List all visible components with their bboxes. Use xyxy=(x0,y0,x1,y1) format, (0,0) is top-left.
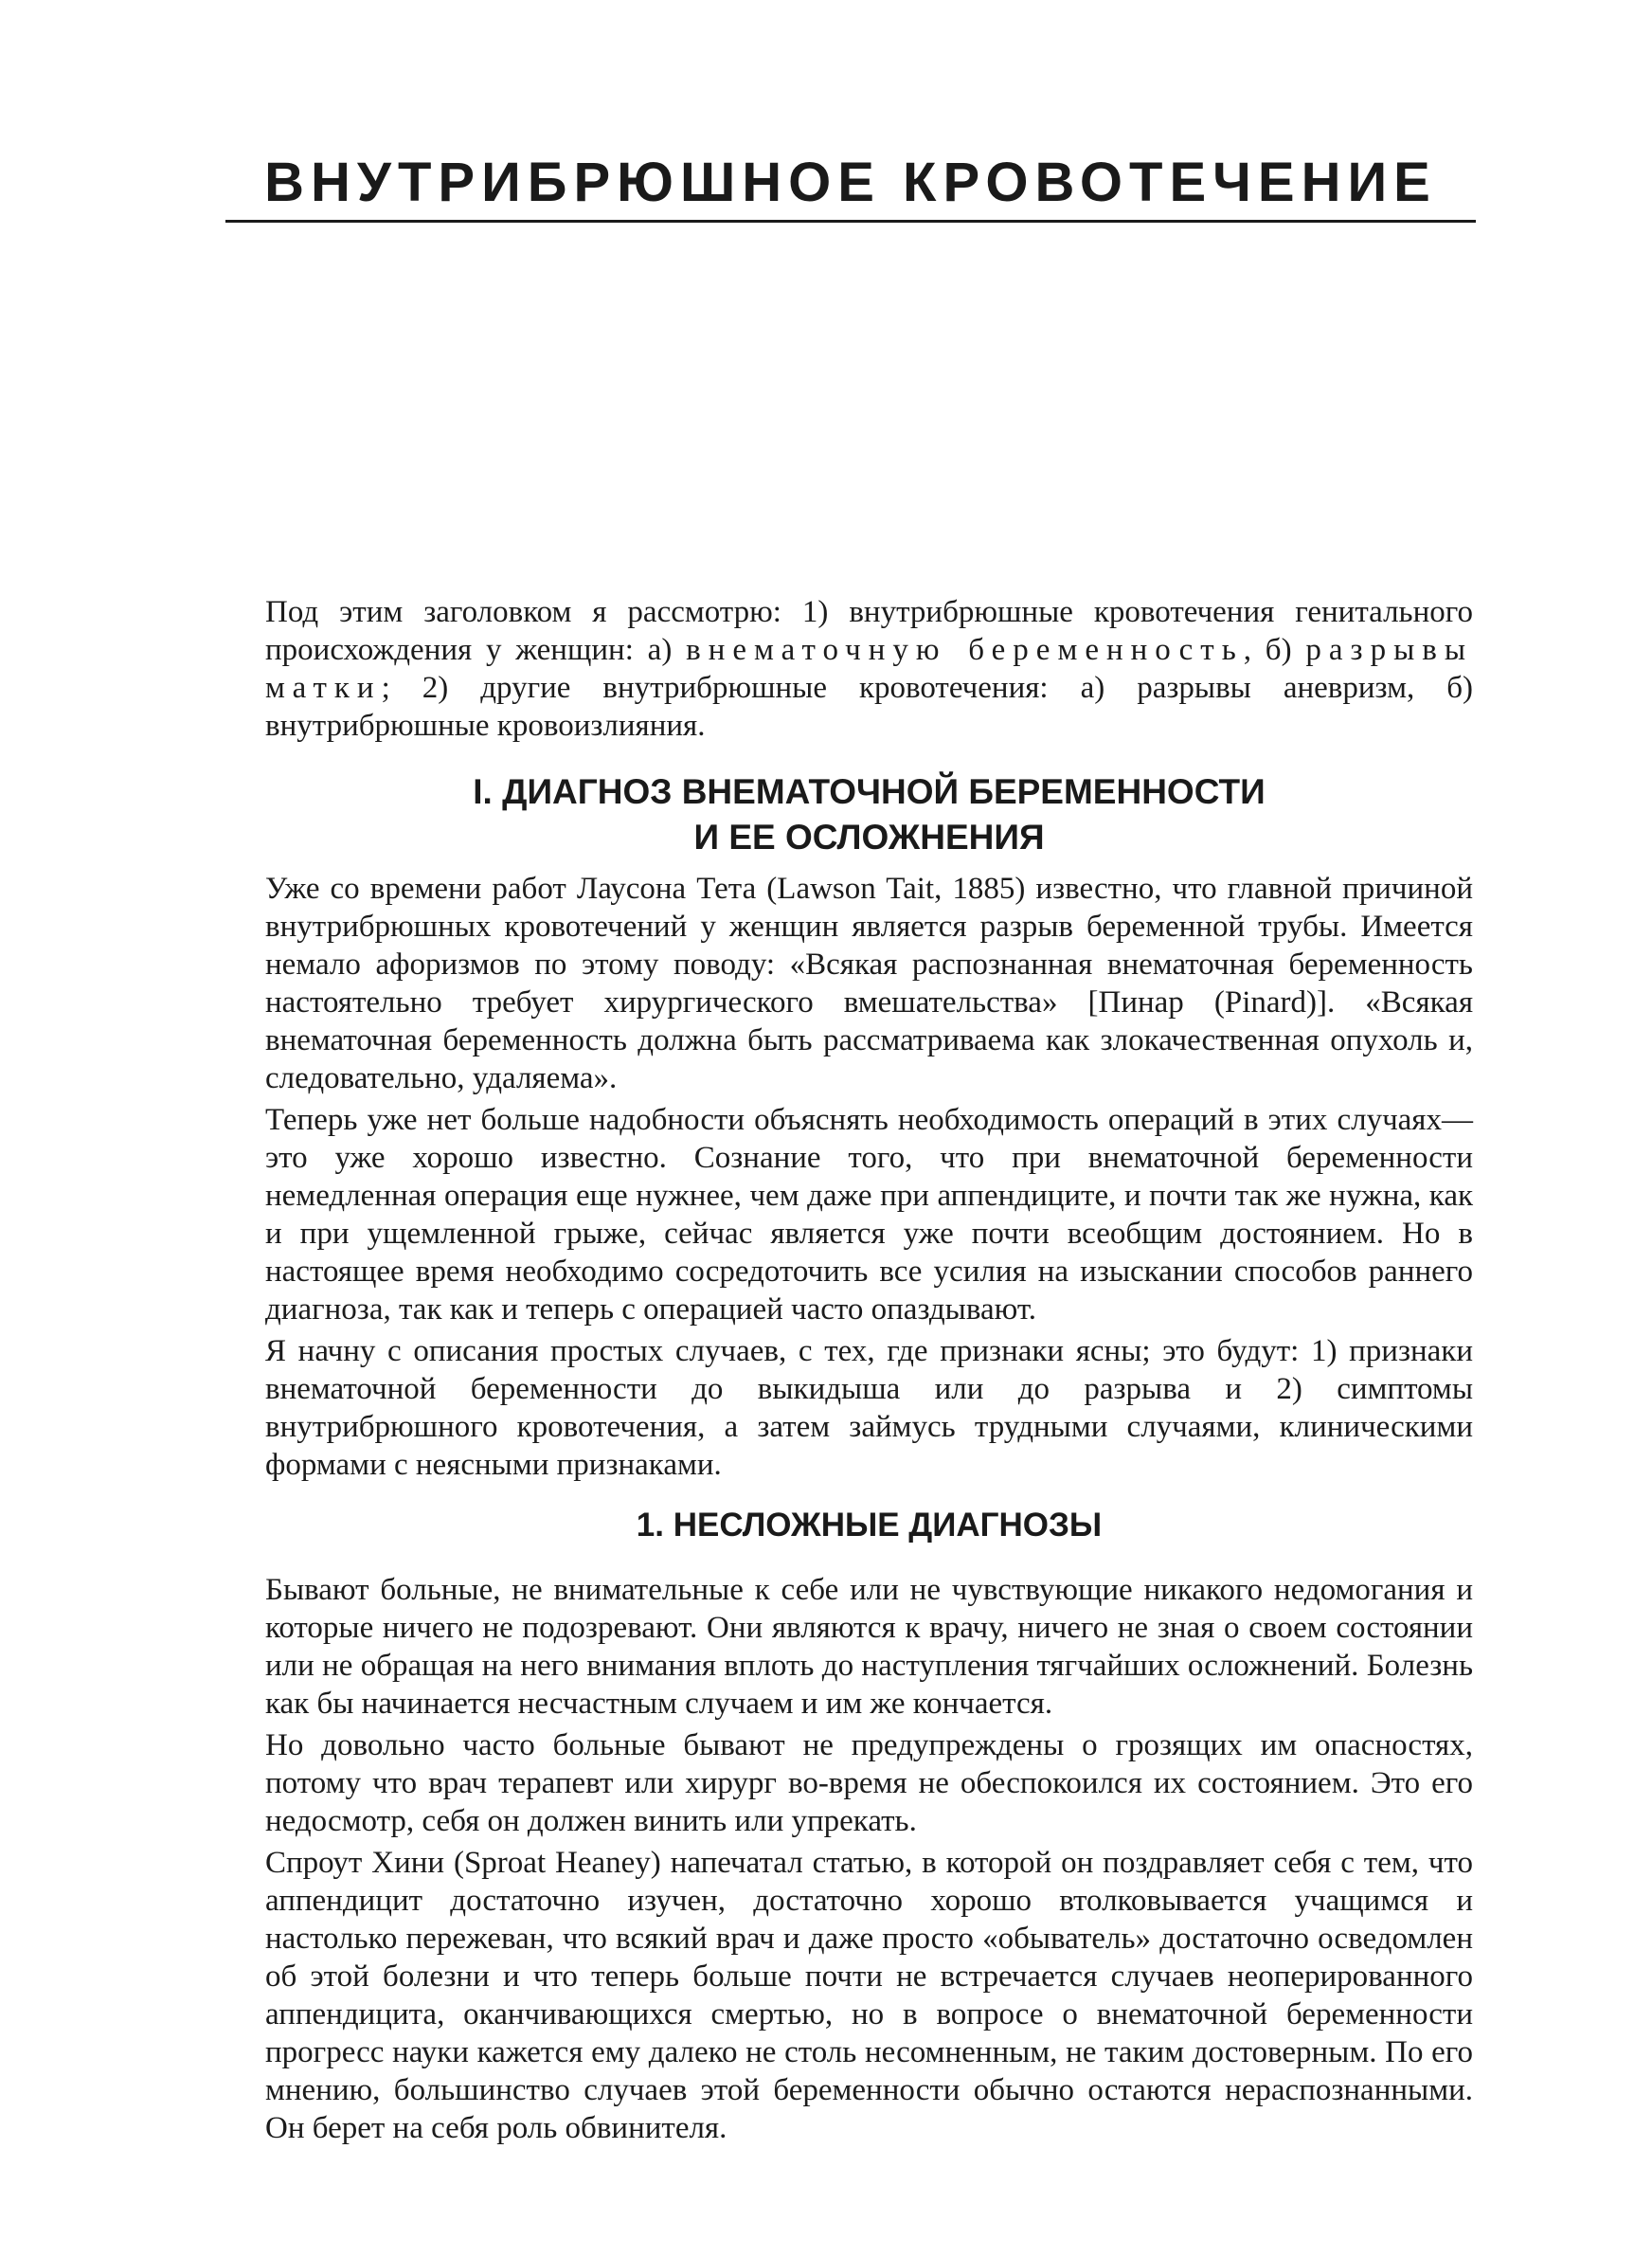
chapter-title: ВНУТРИБРЮШНОЕ КРОВОТЕЧЕНИЕ xyxy=(264,152,1437,213)
section2-paragraph-1: Бывают больные, не внимательные к себе или не чувствующие никакого недомогания и которые ничего не подозревают. Они являются к врачу, ничего не зная о своем состоянии или не обращая на него внимания вплоть до наступления тягчайших осложнений. Болезнь как бы начинается несчастным случаем и им же кончается. xyxy=(265,1573,1473,1721)
intro-term-uterine-rupture: разрывы матки xyxy=(265,633,1473,705)
section-heading-simple-diagnoses: 1. НЕСЛОЖНЫЕ ДИАГНОЗЫ xyxy=(636,1507,1103,1544)
intro-term-ectopic: внематочную беременность xyxy=(686,633,1244,667)
section-heading-line-1: I. ДИАГНОЗ ВНЕМАТОЧНОЙ БЕРЕМЕННОСТИ xyxy=(473,772,1266,811)
intro-block xyxy=(265,593,1473,745)
intro-text-2: , б) xyxy=(1243,633,1306,667)
section1-paragraph-2: Теперь уже нет больше надобности объяснять необходимость операций в этих случаях—это уже хорошо известно. Сознание того, что при внематочной беременности немедленная операция еще нужнее, чем даже при аппендиците, и почти так же нужна, как и при ущемленной грыже, сейчас является уже почти всеобщим достоянием. Но в настоящее время необходимо сосредоточить все усилия на изыскании способов раннего диагноза, так как и теперь с операцией часто опаздывают. xyxy=(265,1103,1473,1327)
section2-paragraph-3: Спроут Хини (Sproat Heaney) напечатал статью, в которой он поздравляет себя с тем, что аппендицит достаточно изучен, достаточно хорошо втолковывается учащимся и настолько пережеван, что всякий врач и даже просто «обыватель» достаточно осведомлен об этой болезни и что теперь больше почти не встречается случаев неоперированного аппендицита, оканчивающихся смертью, но в вопросе о внематочной беременности прогресс науки кажется ему далеко не столь несомненным, не таким достоверным. По его мнению, большинство случаев этой беременности обычно остаются нераспознанными. Он берет на себя роль обвинителя. xyxy=(265,1846,1473,2145)
title-underline xyxy=(225,220,1476,223)
section1-paragraph-1: Уже со времени работ Лаусона Тета (Lawson Tait, 1885) известно, что главной причиной внутрибрюшных кровотечений у женщин является разрыв беременной трубы. Имеется немало афоризмов по этому поводу: «Всякая распознанная внематочная беременность настоятельно требует хирургического вмешательства» [Пинар (Pinard)]. «Всякая внематочная беременность должна быть рассматриваема как злокачественная опухоль и, следовательно, удаляема». xyxy=(265,872,1473,1095)
section-heading-diagnosis xyxy=(265,769,1473,860)
section-heading-line-2: И ЕЕ ОСЛОЖНЕНИЯ xyxy=(693,818,1045,857)
intro-text-3: ; 2) другие внутрибрюшные кровотечения: а) разрывы аневризм, б) внутрибрюшные кровоизлияния. xyxy=(265,671,1473,743)
section2-paragraph-2: Но довольно часто больные бывают не предупреждены о грозящих им опасностях, потому что врач терапевт или хирург во-время не обеспокоился их состоянием. Это его недосмотр, себя он должен винить или упрекать. xyxy=(265,1728,1473,1838)
section1-paragraph-3: Я начну с описания простых случаев, с тех, где признаки ясны; это будут: 1) признаки внематочной беременности до выкидыша или до разрыва и 2) симптомы внутрибрюшного кровотечения, а затем займусь трудными случаями, клиническими формами с неясными признаками. xyxy=(265,1334,1473,1482)
intro-text-1: Под этим заголовком я рассмотрю: 1) внутрибрюшные кровотечения генитального происхождения у женщин: а) xyxy=(265,595,1473,667)
section1-body xyxy=(265,870,1473,1484)
intro-paragraph xyxy=(265,593,1473,745)
section2-body xyxy=(265,1571,1473,2147)
